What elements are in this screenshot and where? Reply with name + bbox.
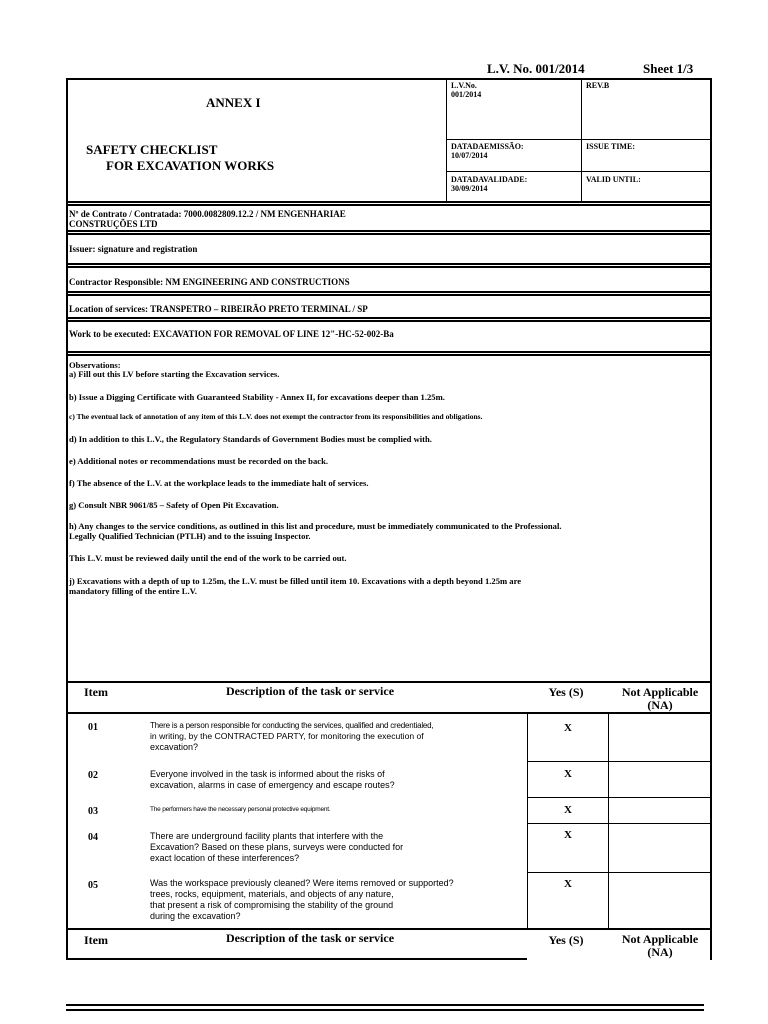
lv-no-label: L.V.No. (451, 81, 477, 90)
observation-a: a) Fill out this LV before starting the Excavation services. (69, 369, 280, 379)
observation-c: c) The eventual lack of annotation of any item of this L.V. does not exempt the contractor from its responsibilities and obligations. (69, 412, 483, 421)
observation-g: g) Consult NBR 9061/85 – Safety of Open Pit Excavation. (69, 500, 279, 510)
issue-date-value: 10/07/2014 (451, 151, 488, 160)
column-header-item-repeat: Item (84, 933, 108, 947)
location-field: Location of services: TRANSPETRO – RIBEIRÃO PRETO TERMINAL / SP (69, 304, 368, 314)
yes-mark-01[interactable]: X (564, 722, 572, 734)
item-number-03: 03 (88, 806, 98, 817)
lv-no-value: 001/2014 (451, 90, 482, 99)
item-description-04: There are underground facility plants that interfere with the Excavation? Based on these plans, surveys were conducted for exact location of these interferences? (150, 831, 404, 863)
contractor-field: Contractor Responsible: NM ENGINEERING AND CONSTRUCTIONS (69, 277, 350, 287)
item-description-05: Was the workspace previously cleaned? Were items removed or supported? trees, rocks, equipment, materials, and objects of any nature, that present a risk of compromising the stability of the ground during the excavation? (150, 878, 454, 921)
column-header-yes: Yes (S) (548, 685, 584, 699)
item-description-01: There is a person responsible for conducting the services, qualified and credentialed, in writing, by the CONTRACTED PARTY, for monitoring the execution of excavation? (150, 721, 434, 752)
item-description-02: Everyone involved in the task is informed about the risks of excavation, alarms in case of emergency and escape routes? (150, 769, 395, 790)
column-header-description-repeat: Description of the task or service (225, 931, 395, 945)
column-header-description: Description of the task or service (225, 684, 395, 698)
item-number-02: 02 (88, 770, 98, 781)
item-number-05: 05 (88, 880, 98, 891)
observations-heading: Observations: (69, 360, 121, 370)
yes-mark-03[interactable]: X (564, 804, 572, 816)
annex-title: ANNEX I (206, 95, 261, 110)
observation-e: e) Additional notes or recommendations must be recorded on the back. (69, 456, 329, 466)
revision-label: REV.B (586, 81, 610, 90)
yes-mark-05[interactable]: X (564, 878, 572, 890)
item-number-01: 01 (88, 722, 98, 733)
column-header-item: Item (84, 685, 108, 699)
validity-date-label: DATADAVALIDADE: (451, 175, 528, 184)
issue-time-label: ISSUE TIME: (586, 142, 635, 151)
checklist-title: SAFETY CHECKLIST (86, 142, 218, 157)
valid-until-label: VALID UNTIL: (586, 175, 641, 184)
lv-number-header: L.V. No. 001/2014 (487, 61, 585, 76)
validity-date-value: 30/09/2014 (451, 184, 488, 193)
checklist-subtitle: FOR EXCAVATION WORKS (106, 158, 275, 173)
column-header-not-applicable: Not Applicable (NA) (621, 685, 699, 712)
column-header-not-applicable-repeat: Not Applicable (NA) (621, 932, 699, 959)
observation-i: This L.V. must be reviewed daily until the end of the work to be carried out. (69, 553, 347, 563)
observation-f: f) The absence of the L.V. at the workplace leads to the immediate halt of services. (69, 478, 369, 488)
column-header-yes-repeat: Yes (S) (548, 933, 584, 947)
yes-mark-02[interactable]: X (564, 768, 572, 780)
observation-h: h) Any changes to the service conditions, as outlined in this list and procedure, must be immediately communicated to the Professional. Legally Qualified Technician (PTLH) and to the issuing Inspector. (69, 521, 562, 541)
sheet-number: Sheet 1/3 (643, 61, 694, 76)
contract-number: Nº de Contrato / Contratada: 7000.0082809.12.2 / NM ENGENHARIAE CONSTRUÇÕES LTD (69, 209, 346, 229)
issue-date-label: DATADAEMISSÃO: (451, 142, 524, 151)
work-field: Work to be executed: EXCAVATION FOR REMOVAL OF LINE 12"-HC-52-002-Ba (69, 329, 394, 339)
observation-j: j) Excavations with a depth of up to 1.25m, the L.V. must be filled until item 10. Excavations with a depth beyond 1.25m are mandatory filling of the entire L.V. (69, 576, 522, 596)
item-number-04: 04 (88, 832, 98, 843)
observation-b: b) Issue a Digging Certificate with Guaranteed Stability - Annex II, for excavations deeper than 1.25m. (69, 392, 445, 402)
issuer-field: Issuer: signature and registration (69, 244, 198, 254)
yes-mark-04[interactable]: X (564, 829, 572, 841)
observation-d: d) In addition to this L.V., the Regulatory Standards of Government Bodies must be complied with. (69, 434, 432, 444)
item-description-03: The performers have the necessary personal protective equipment. (150, 806, 331, 813)
